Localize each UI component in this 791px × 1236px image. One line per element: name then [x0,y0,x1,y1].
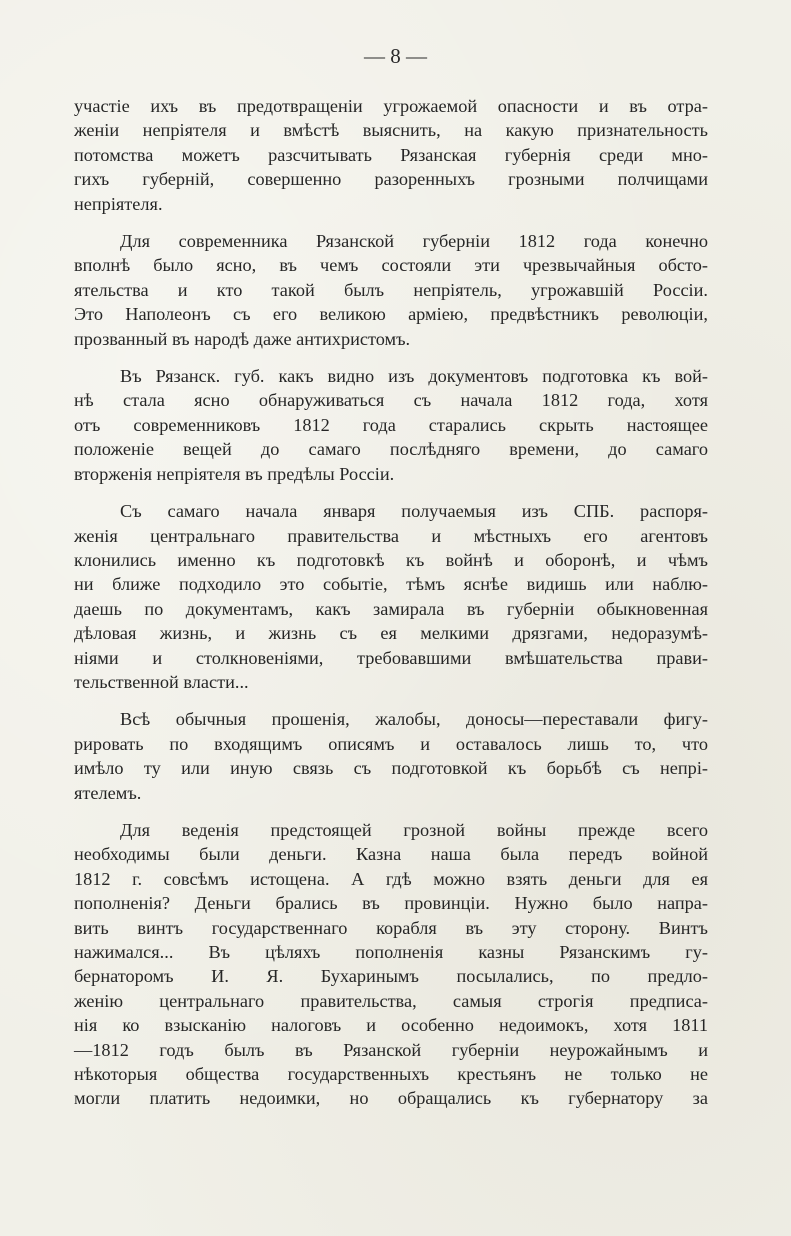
text-line: вить винтъ государственнаго корабля въ эту сторону. Винтъ [74,917,708,938]
body-text [74,94,708,1124]
text-line: вторженія непріятеля въ предѣлы Россіи. [74,463,395,484]
text-line: бернаторомъ И. Я. Бухаринымъ посылались, по предло- [74,966,708,987]
text-line: прозванный въ народѣ даже антихристомъ. [74,328,411,349]
text-line: имѣло ту или иную связь съ подготовкой къ борьбѣ съ непрі- [74,758,708,779]
text-line: женіи непріятеля и вмѣстѣ выяснить, на какую признательность [74,120,708,141]
text-line: Съ самаго начала января получаемыя изъ СПБ. распоря- [120,501,708,522]
text-line: даешь по документамъ, какъ замирала въ губерніи обыкновенная [74,598,708,619]
text-line: Для современника Рязанской губерніи 1812 года конечно [120,231,708,252]
text-line: ніями и столкновеніями, требовавшими вмѣшательства прави- [74,647,708,668]
text-line: женія центральнаго правительства и мѣстныхъ его агентовъ [74,525,708,546]
text-line: могли платить недоимки, но обращались къ губернатору за [74,1088,708,1109]
paragraph-1 [74,94,708,216]
text-line: нія ко взысканію налоговъ и особенно недоимокъ, хотя 1811 [74,1015,708,1036]
text-line: женію центральнаго правительства, самыя строгія предписа- [74,990,708,1011]
text-line: рировать по входящимъ описямъ и оставалось лишь то, что [74,733,708,754]
text-line: положеніе вещей до самаго послѣдняго времени, до самаго [74,439,708,460]
text-line: гихъ губерній, совершенно разоренныхъ грозными полчищами [74,169,708,190]
text-line: тельственной власти... [74,671,249,692]
text-line: нажимался... Въ цѣляхъ пополненія казны Рязанскимъ гу- [74,942,708,962]
text-line: клонились именно къ подготовкѣ къ войнѣ и оборонѣ, и чѣмъ [74,549,708,570]
text-line: ятельства и кто такой былъ непріятель, угрожавшій Россіи. [74,279,708,300]
text-line: пополненія? Деньги брались въ провинціи. Нужно было напра- [74,893,708,914]
text-line: Всѣ обычныя прошенія, жалобы, доносы—переставали фигу- [120,709,708,730]
text-line: нѣкоторыя общества государственныхъ крестьянъ не только не [74,1064,708,1085]
text-line: непріятеля. [74,193,163,214]
text-line: вполнѣ было ясно, въ чемъ состояли эти чрезвычайныя обсто- [74,255,708,276]
text-line: Для веденія предстоящей грозной войны прежде всего [120,819,708,840]
page-number: — 8 — [364,44,427,68]
paragraph-6 [74,818,708,1111]
text-line: дѣловая жизнь, и жизнь съ ея мелкими дрязгами, недоразумѣ- [74,623,708,644]
text-line: —1812 годъ былъ въ Рязанской губерніи неурожайнымъ и [74,1039,708,1060]
paragraph-5 [74,707,708,805]
text-line: отъ современниковъ 1812 года старались скрыть настоящее [74,414,708,435]
text-line: Это Наполеонъ съ его великою арміею, предвѣстникъ революціи, [74,304,708,325]
paragraph-3 [74,364,708,486]
text-line: потомства можетъ разсчитывать Рязанская губернія среди мно- [74,144,708,165]
paragraph-2 [74,229,708,351]
text-line: Въ Рязанск. губ. какъ видно изъ документовъ подготовка къ вой- [120,366,708,387]
text-line: 1812 г. совсѣмъ истощена. А гдѣ можно взять деньги для ея [74,868,708,889]
text-line: нѣ стала ясно обнаруживаться съ начала 1812 года, хотя [74,390,708,411]
text-line: участіе ихъ въ предотвращеніи угрожаемой опасности и въ отра- [74,96,708,116]
paragraph-4 [74,499,708,694]
text-line: ятелемъ. [74,782,142,803]
text-line: ни ближе подходило это событіе, тѣмъ яснѣе видишь или наблю- [74,574,708,595]
text-line: необходимы были деньги. Казна наша была передъ войной [74,844,708,865]
